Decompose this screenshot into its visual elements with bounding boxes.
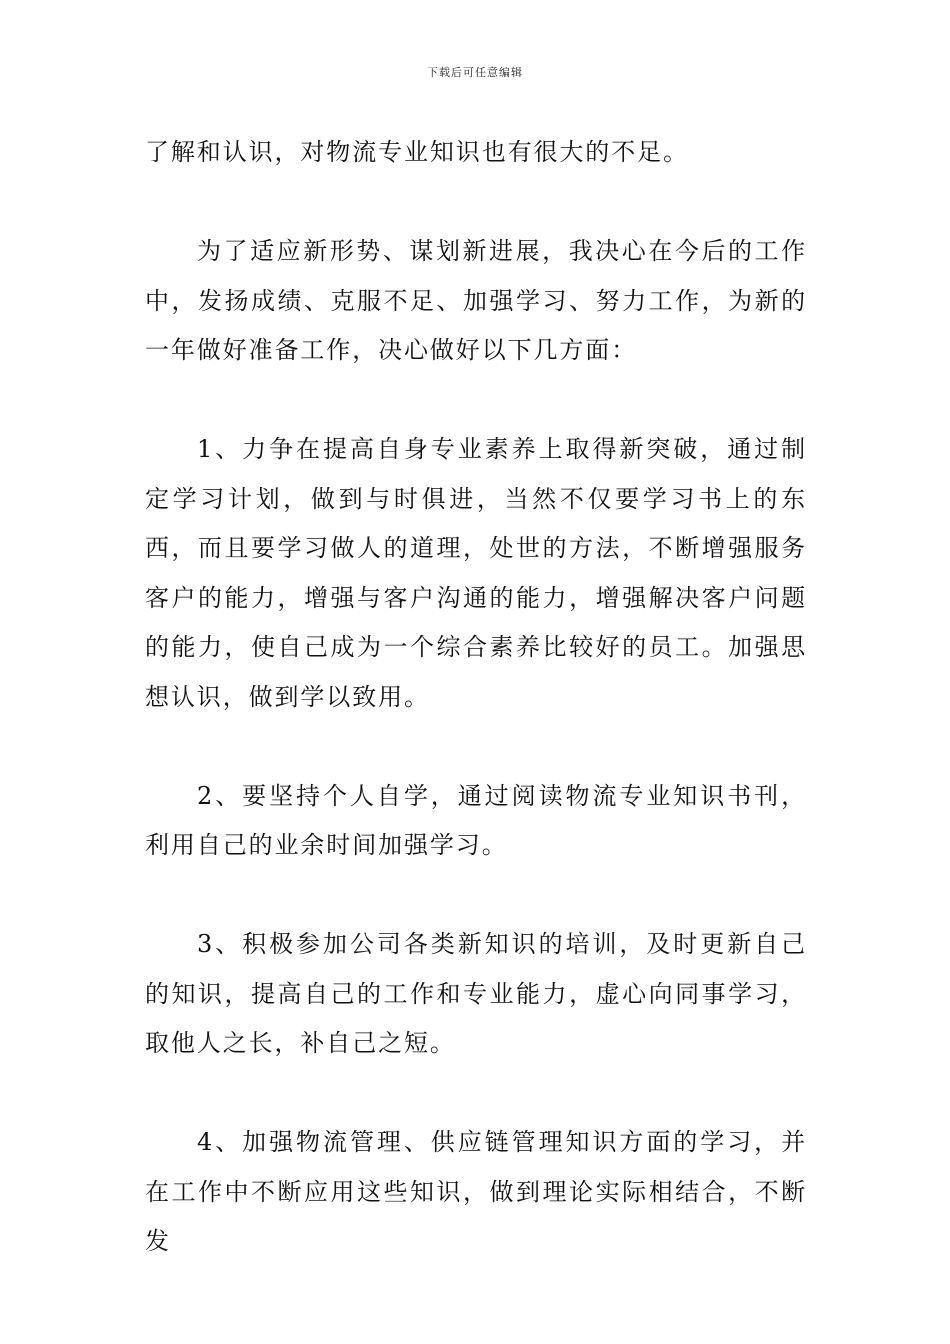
paragraph-item-3: 3、积极参加公司各类新知识的培训，及时更新自己的知识，提高自己的工作和专业能力，虚心向同事学习，取他人之长，补自己之短。 xyxy=(145,930,807,1057)
paragraph-gap xyxy=(145,871,807,921)
document-body xyxy=(145,128,807,1267)
paragraph-continuation: 了解和认识，对物流专业知识也有很大的不足。 xyxy=(145,138,689,166)
header-note: 下载后可任意编辑 xyxy=(427,66,523,79)
paragraph-item-2: 2、要坚持个人自学，通过阅读物流专业知识书刊，利用自己的业余时间加强学习。 xyxy=(145,781,807,859)
paragraph-gap xyxy=(145,722,807,772)
paragraph-gap xyxy=(145,1069,807,1119)
paragraph-item-1: 1、力争在提高自身专业素养上取得新突破，通过制定学习计划，做到与时俱进，当然不仅要学习书上的东西，而且要学习做人的道理，处世的方法，不断增强服务客户的能力，增强与客户沟通的能力，增强解决客户问题的能力，使自己成为一个综合素养比较好的员工。加强思想认识，做到学以致用。 xyxy=(145,435,807,711)
paragraph-gap xyxy=(145,178,807,228)
paragraph-item-4: 4、加强物流管理、供应链管理知识方面的学习，并在工作中不断应用这些知识，做到理论实际相结合，不断发 xyxy=(145,1128,807,1255)
paragraph-gap xyxy=(145,376,807,426)
paragraph-intro: 为了适应新形势、谋划新进展，我决心在今后的工作中，发扬成绩、克服不足、加强学习、努力工作，为新的一年做好准备工作，决心做好以下几方面： xyxy=(145,237,807,364)
